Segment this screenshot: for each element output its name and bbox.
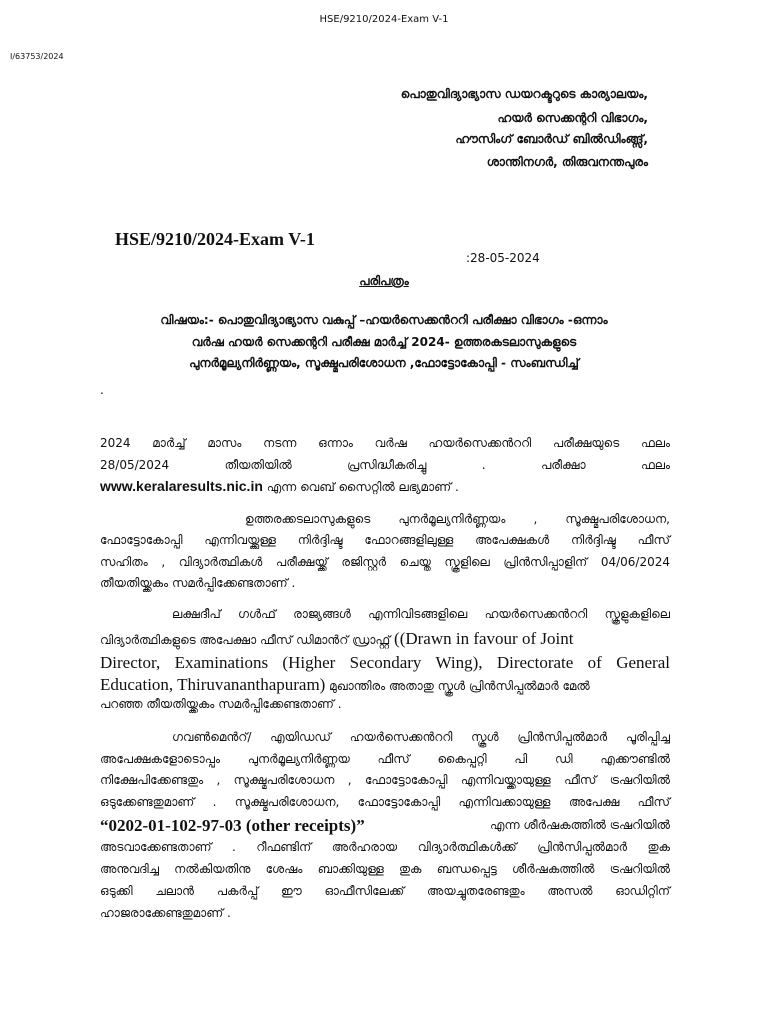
address-line: ഹൗസിംഗ് ബോർഡ് ബിൽഡിംങ്ങ്സ്,	[455, 132, 648, 146]
paragraph-line: പറഞ്ഞ തീയതിയ്ക്കകം സമർപ്പിക്കേണ്ടതാണ് .	[100, 697, 342, 711]
paragraph-text: ((Drawn in favour of Joint	[394, 629, 574, 648]
paragraph-line: ഒടുക്കി ചലാൻ പകർപ്പ് ഈ ഓഫീസിലേക്ക് അയച്ചുതരേണ്ടതും അസൽ ഓഡിറ്റിന്	[100, 884, 670, 898]
address-line: ശാന്തിനഗർ, തിരുവനന്തപുരം	[486, 155, 648, 169]
reference-number: I/63753/2024	[10, 52, 64, 61]
paragraph-line	[100, 816, 670, 836]
paragraph-text: മുഖാന്തിരം അതാതു സ്കൂൾ പ്രിൻസിപ്പൽമാർ മേൽ	[325, 679, 590, 693]
subject-line: വിഷയം:- പൊതുവിദ്യാഭ്യാസ വകുപ്പ് –ഹയർസെക്കൻററി പരീക്ഷാ വിഭാഗം -ഒന്നാം	[160, 313, 608, 327]
paragraph-line: 2024 മാർച്ച് മാസം നടന്ന ഒന്നാം വർഷ ഹയർസെക്കൻററി പരീക്ഷയുടെ ഫലം	[100, 436, 670, 450]
paragraph-line	[100, 629, 670, 649]
paragraph-line: അപേക്ഷകളോടൊപ്പം പുനർമൂല്യനിർണ്ണയ ഫീസ് കൈപ്പറ്റി പി ഡി എക്കൗണ്ടിൽ	[100, 752, 670, 766]
paragraph-line: ഫോട്ടോകോപ്പി എന്നിവയ്ക്കുള്ള നിർദ്ദിഷ്ട ഫോറങ്ങളിലുള്ള അപേക്ഷകൾ നിർദ്ദിഷ്ട ഫീസ്	[100, 533, 670, 547]
paragraph-text: വിദ്യാർത്ഥികളുടെ അപേക്ഷാ ഫീസ് ഡിമാൻറ് ഡ്രാഫ്റ്റ്	[100, 633, 395, 647]
paragraph-line: 28/05/2024 തീയതിയിൽ പ്രസിദ്ധീകരിച്ചു . പരീക്ഷാ ഫലം	[100, 458, 670, 472]
subject-line: പുനർമൂല്യനിർണ്ണയം, സൂക്ഷ്മപരിശോധന ,ഫോട്ടോകോപ്പി - സംബന്ധിച്ച്	[189, 356, 579, 370]
paragraph-line: ഒടുക്കേണ്ടതുമാണ് . സൂക്ഷ്മപരിശോധന, ഫോട്ടോകോപ്പി എന്നിവക്കായുള്ള അപേക്ഷ ഫീസ്	[100, 795, 670, 809]
paragraph-line: അടവാക്കേണ്ടതാണ് . റീഫണ്ടിന് അർഹരായ വിദ്യാർത്ഥികൾക്ക് പ്രിൻസിപ്പൽമാർ തുക	[100, 840, 670, 854]
circular-date: :28-05-2024	[466, 251, 540, 265]
running-header: HSE/9210/2024-Exam V-1	[319, 14, 449, 25]
paragraph-line	[100, 478, 670, 498]
head-of-account: “0202-01-102-97-03 (other receipts)”	[100, 816, 365, 835]
address-line: പൊതുവിദ്യാഭ്യാസ ഡയറക്ടറുടെ കാര്യാലയം,	[400, 87, 648, 101]
paragraph-line	[100, 675, 670, 695]
circular-title: പരിപത്രം	[359, 274, 409, 288]
paragraph-line: ഗവൺമെൻറ്/ എയിഡഡ് ഹയർസെക്കൻററി സ്കൂൾ പ്രിൻസിപ്പൽമാർ പൂരിപ്പിച്ച	[172, 730, 670, 744]
paragraph-line: തീയതിയ്ക്കകം സമർപ്പിക്കേണ്ടതാണ് .	[100, 576, 296, 590]
paragraph-line: ഹാജരാക്കേണ്ടതുമാണ് .	[100, 906, 231, 920]
paragraph-text: എന്ന ശീർഷകത്തിൽ ട്രഷറിയിൽ	[490, 818, 670, 832]
paragraph-line: സഹിതം , വിദ്യാർത്ഥികൾ പരീക്ഷയ്ക്ക് രജിസ്റ്റർ ചെയ്ത സ്കൂളിലെ പ്രിൻസിപ്പാളിന് 04/06/2024	[100, 555, 670, 569]
subject-line: വർഷ ഹയർ സെക്കന്ററി പരീക്ഷ മാർച്ച് 2024- ഉത്തരകടലാസുകളുടെ	[191, 335, 577, 349]
separator-dot: .	[100, 383, 104, 397]
file-number: HSE/9210/2024-Exam V-1	[115, 229, 315, 249]
paragraph-text: Education, Thiruvananthapuram)	[100, 675, 326, 694]
paragraph-line: നിക്ഷേപിക്കേണ്ടതും , സൂക്ഷ്മപരിശോധന , ഫോട്ടോകോപ്പി എന്നിവയ്ക്കായുള്ള ഫീസ് ട്രഷറിയിൽ	[100, 773, 670, 787]
paragraph-line: ലക്ഷദീപ് ഗൾഫ് രാജ്യങ്ങൾ എന്നിവിടങ്ങളിലെ ഹയർസെക്കൻററി സ്കൂളുകളിലെ	[172, 607, 670, 621]
paragraph-line: ഉത്തരക്കടലാസുകളുടെ പുനർമൂല്യനിർണ്ണയം , സൂക്ഷ്മപരിശോധന,	[245, 512, 670, 526]
paragraph-line: അനുവദിച്ച നൽകിയതിനു ശേഷം ബാക്കിയുള്ള തുക ബന്ധപ്പെട്ട ശീർഷകത്തിൽ ട്രഷറിയിൽ	[100, 862, 670, 876]
paragraph-line: Director, Examinations (Higher Secondary Wing), Directorate of General	[100, 653, 670, 672]
paragraph-text: എന്ന വെബ് സൈറ്റിൽ ലഭ്യമാണ് .	[262, 480, 459, 494]
results-website-link[interactable]: www.keralaresults.nic.in	[100, 478, 263, 494]
address-line: ഹയർ സെക്കന്ററി വിഭാഗം,	[497, 111, 648, 125]
